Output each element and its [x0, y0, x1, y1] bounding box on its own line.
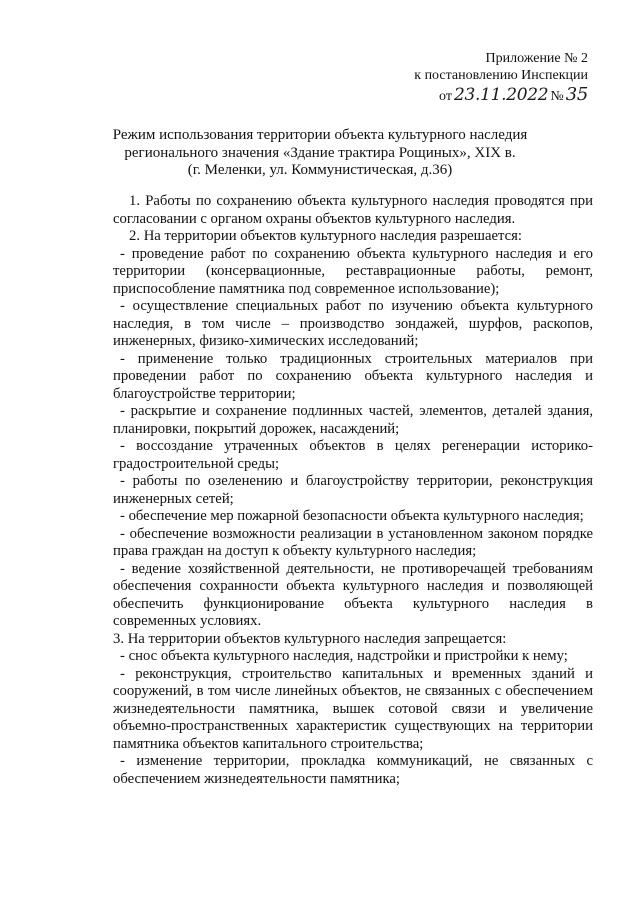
list-item: - применение только традиционных строительных материалов при проведении работ по сохранению объекта культурного наследия и благоустройстве территории; — [113, 350, 593, 402]
date-prefix: от — [439, 89, 452, 104]
list-item: - обеспечение возможности реализации в установленном законом порядке права граждан на доступ к объекту культурного наследия; — [113, 525, 593, 559]
paragraph: 3. На территории объектов культурного наследия запрещается: — [113, 630, 507, 647]
list-item: - реконструкция, строительство капитальных и временных зданий и сооружений, в том числе линейных объектов, не связанных с обеспечением жизнедеятельности памятника, вышек сотовой связи и увеличение объемно-пространственных характеристик существующих на территории памятника объектов капитального строительства; — [113, 665, 593, 752]
list-item: - проведение работ по сохранению объекта культурного наследия и его территории (консервационные, реставрационные работы, ремонт, приспособление памятника под современное использование); — [113, 245, 593, 297]
appendix-header — [414, 50, 588, 84]
appendix-label: Приложение № 2 — [485, 51, 588, 66]
title-line-1: Режим использования территории объекта культурного наследия — [112, 127, 528, 143]
document-title — [60, 127, 580, 180]
list-item: - ведение хозяйственной деятельности, не противоречащей требованиям обеспечения сохранности объекта культурного наследия и позволяющей обеспечить функционирование объекта культурного наследия в современных условиях. — [113, 560, 593, 629]
number-sign: № — [550, 89, 564, 104]
document-body — [113, 193, 593, 788]
resolution-date-line — [439, 86, 588, 106]
title-line-2: регионального значения «Здание трактира Рощиных», XIX в. — [124, 144, 516, 161]
appendix-resolution: к постановлению Инспекции — [414, 68, 588, 83]
list-item: - осуществление специальных работ по изучению объекта культурного наследия, в том числе – производство зондажей, шурфов, раскопов, инженерных, физико-химических исследований; — [113, 298, 593, 349]
list-item: - изменение территории, прокладка коммуникаций, не связанных с обеспечением жизнедеятельности памятника; — [113, 753, 593, 787]
handwritten-number: 35 — [565, 84, 588, 105]
list-item: - раскрытие и сохранение подлинных частей, элементов, деталей здания, планировки, покрытий дорожек, насаждений; — [113, 403, 593, 437]
paragraph: 2. На территории объектов культурного наследия разрешается: — [129, 228, 522, 244]
list-item: - обеспечение мер пожарной безопасности объекта культурного наследия; — [120, 508, 584, 524]
paragraph: 1. Работы по сохранению объекта культурного наследия проводятся при согласовании с органом охраны объектов культурного наследия. — [113, 193, 593, 227]
list-item: - снос объекта культурного наследия, надстройки и пристройки к нему; — [120, 648, 568, 664]
title-line-3: (г. Меленки, ул. Коммунистическая, д.36) — [187, 162, 453, 178]
list-item: - воссоздание утраченных объектов в целях регенерации историко-градостроительной среды; — [113, 438, 593, 472]
list-item: - работы по озеленению и благоустройству территории, реконструкция инженерных сетей; — [113, 473, 593, 507]
handwritten-date: 23.11.2022 — [453, 85, 549, 105]
